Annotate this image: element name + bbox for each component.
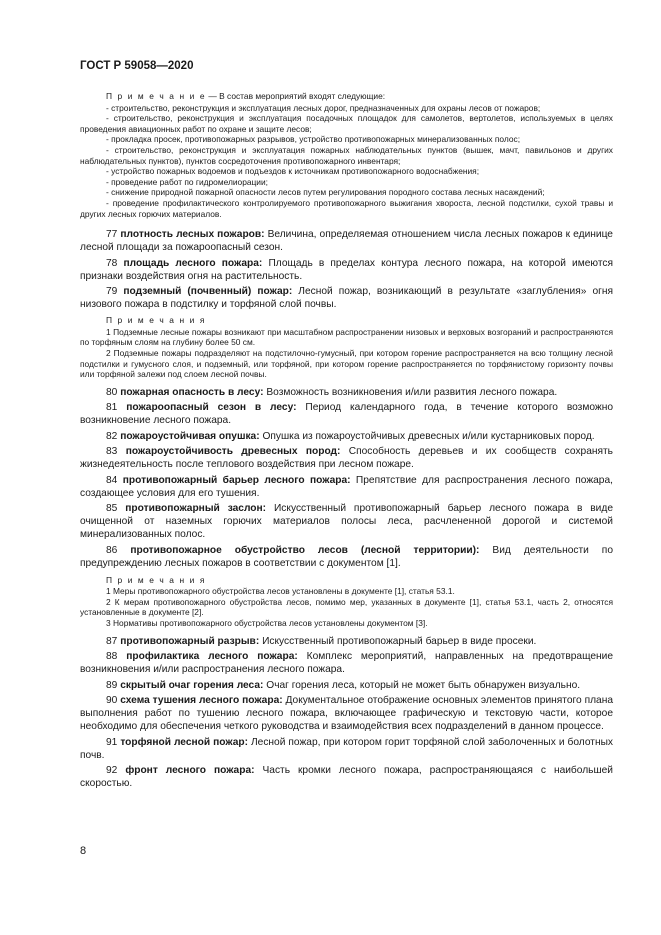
term-number: 84 [106, 474, 118, 486]
note-item: - прокладка просек, противопожарных разрывов, устройство противопожарных минерализованных полос; [106, 134, 521, 145]
note-item: - устройство пожарных водоемов и подъездов к источникам противопожарного водоснабжения; [106, 166, 480, 177]
term-entry [80, 401, 613, 427]
term-definition: Способность деревьев и их сообществ сохранять жизнедеятельность после теплового воздействия при лесном пожаре. [80, 446, 613, 471]
term-definition: Период календарного года, в течение которого возможно возникновение лесного пожара. [80, 402, 614, 427]
term-name: плотность лесных пожаров: [120, 229, 265, 241]
term-number: 83 [106, 446, 118, 458]
term-entry [80, 736, 613, 762]
term-entry [80, 694, 613, 733]
page-number: 8 [80, 845, 87, 857]
term-definition: Возможность возникновения и/или развития лесного пожара. [266, 386, 558, 398]
term-entry [80, 430, 613, 443]
note-item: - строительство, реконструкция и эксплуатация лесных дорог, предназначенных для охраны лесов от пожаров; [106, 102, 541, 113]
term-number: 80 [106, 386, 118, 398]
term-name: пожарная опасность в лесу: [120, 386, 264, 398]
term-entry [80, 544, 613, 570]
term-definition: Искусственный противопожарный барьер лесного пожара в виде очищенной от наземных горючих материалов полосы леса, расчлененной дорогой и системой минерализованных полос. [80, 503, 613, 541]
term-name: противопожарный барьер лесного пожара: [122, 474, 351, 486]
term-name: скрытый очаг горения леса: [120, 679, 264, 691]
note-label: П р и м е ч а н и я [106, 315, 206, 326]
term-number: 78 [106, 257, 118, 269]
terms-group-c [80, 635, 613, 791]
note-label: П р и м е ч а н и я [106, 574, 206, 585]
note-item: 3 Нормативы противопожарного обустройства лесов установлены документом [3]. [106, 618, 428, 629]
document-body [80, 91, 613, 790]
note-label: П р и м е ч а н и е [106, 91, 207, 101]
note-item: 1 Подземные лесные пожары возникают при масштабном распространении низовых и верховых возгораний и распространяются по торфяным слоям на глубину более 50 см. [80, 326, 613, 348]
term-entry [80, 228, 613, 254]
term-number: 77 [106, 229, 118, 241]
term-definition: Лесной пожар, возникающий в результате «заглубления» огня низового пожара в подстилку и торфяной слой почвы. [80, 286, 613, 311]
term-number: 91 [106, 736, 118, 748]
term-definition: Препятствие для распространения лесного пожара, создающее условия для его тушения. [80, 474, 613, 499]
term-number: 90 [106, 695, 118, 707]
term-definition: Комплекс мероприятий, направленных на предотвращение возникновения и/или распространения лесного пожара. [80, 651, 613, 676]
term-name: пожароопасный сезон в лесу: [126, 402, 297, 414]
term-definition: Очаг горения леса, который не может быть обнаружен визуально. [266, 679, 581, 691]
term-entry [80, 386, 613, 399]
term-entry [80, 445, 613, 471]
term-name: торфяной лесной пожар: [120, 736, 248, 748]
note-block-3 [80, 575, 613, 629]
note-item: - строительство, реконструкция и эксплуатация пожарных наблюдательных пунктов (вышек, мачт, павильонов и других наблюдательных пунктов), пунктов сосредоточения противопожарного инвентаря; [80, 144, 613, 166]
term-number: 88 [106, 651, 118, 663]
term-name: пожароустойчивость древесных пород: [125, 446, 341, 458]
term-entry [80, 257, 613, 283]
term-name: площадь лесного пожара: [123, 257, 263, 269]
term-definition: Искусственный противопожарный барьер в виде просеки. [262, 635, 537, 647]
term-number: 85 [106, 503, 118, 515]
note-item: 1 Меры противопожарного обустройства лесов установлены в документе [1], статья 53.1. [106, 586, 455, 597]
term-definition: Опушка из пожароустойчивых древесных и/или кустарниковых пород. [262, 430, 595, 442]
note-heading [80, 315, 613, 326]
note-block-1 [80, 91, 613, 219]
terms-group-a [80, 228, 613, 311]
term-entry [80, 285, 613, 311]
term-entry [80, 502, 613, 541]
note-item: - строительство, реконструкция и эксплуатация посадочных площадок для самолетов, вертолетов, используемых в целях проведения авиационных работ по охране и защите лесов; [80, 113, 613, 134]
note-block-2 [80, 315, 613, 380]
term-entry [80, 635, 613, 648]
term-definition: Величина, определяемая отношением числа лесных пожаров к единице лесной площади за пожароопасный сезон. [80, 229, 613, 254]
note-heading [80, 91, 613, 102]
term-definition: Лесной пожар, при котором горит торфяной слой заболоченных и болотных почв. [80, 736, 613, 761]
term-name: пожароустойчивая опушка: [120, 430, 260, 442]
note-heading [80, 575, 613, 586]
term-number: 89 [106, 679, 118, 691]
standard-code: ГОСТ Р 59058—2020 [80, 60, 194, 72]
note-item: 2 К мерам противопожарного обустройства лесов, помимо мер, указанных в документе [1], статья 53.1, часть 2, относятся установленные в документе [2]. [80, 596, 613, 618]
note-item: - проведение профилактического контролируемого противопожарного выжигания хвороста, лесной подстилки, сухой травы и других лесных горючих материалов. [80, 197, 613, 219]
term-definition: Часть кромки лесного пожара, распространяющаяся с наибольшей скоростью. [80, 765, 613, 790]
term-name: противопожарное обустройство лесов (лесной территории): [130, 544, 480, 556]
term-number: 87 [106, 635, 118, 647]
term-entry [80, 474, 613, 500]
note-item: - проведение работ по гидромелиорации; [106, 176, 268, 187]
term-definition: Вид деятельности по предупреждению лесных пожаров в соответствии с документом [1]. [80, 544, 613, 569]
term-entry [80, 679, 613, 692]
term-number: 81 [106, 402, 118, 414]
term-name: противопожарный заслон: [125, 503, 267, 515]
term-number: 86 [106, 544, 118, 556]
term-name: фронт лесного пожара: [125, 765, 255, 777]
term-name: профилактика лесного пожара: [126, 651, 298, 663]
term-number: 82 [106, 430, 118, 442]
term-number: 79 [106, 286, 118, 298]
term-definition: Документальное отображение основных элементов принятого плана выполнения работ по тушению лесного пожара, включающее графическую и текстовую части, которое необходимо для обеспечения четкого руководства и взаимодействия всех подразделений в данном процессе. [80, 695, 613, 733]
term-name: схема тушения лесного пожара: [120, 695, 283, 707]
term-entry [80, 764, 613, 790]
note-item: - снижение природной пожарной опасности лесов путем регулирования породного состава лесных насаждений; [106, 187, 545, 198]
term-number: 92 [106, 765, 118, 777]
note-item: 2 Подземные пожары подразделяют на подстилочно-гумусный, при котором горение распространяется на всю толщину лесной подстилки и гумусного слоя, и подземный, или торфяной, при котором горение распространяется по торфянистому горизонту почвы или торфяной залежи под слоем лесной почвы. [80, 347, 613, 380]
term-name: подземный (почвенный) пожар: [123, 286, 293, 298]
note-intro: — В состав мероприятий входят следующие: [206, 91, 386, 101]
terms-group-b [80, 386, 613, 570]
term-entry [80, 650, 613, 676]
term-name: противопожарный разрыв: [120, 635, 260, 647]
term-definition: Площадь в пределах контура лесного пожара, на которой имеются признаки воздействия огня на растительность. [80, 257, 613, 282]
